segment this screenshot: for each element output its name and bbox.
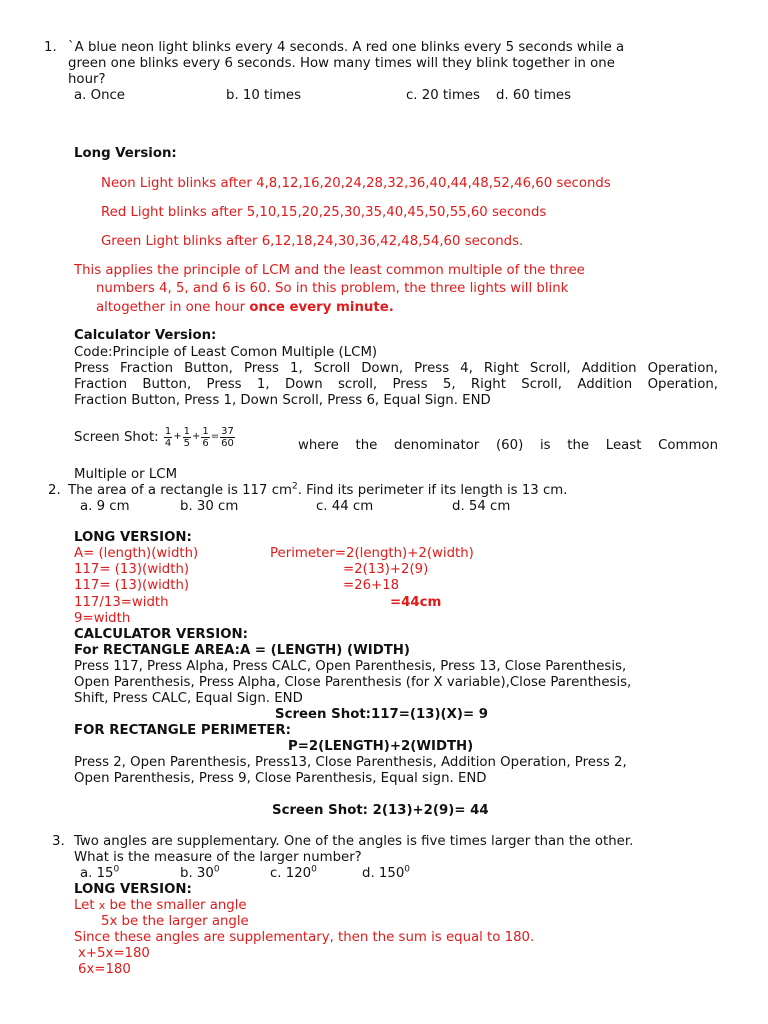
q2-question [68,483,567,499]
q3-eq-1: x+5x=180 [78,946,150,961]
q1-screen-shot-row [74,425,236,450]
q1-choice-a: a. Once [74,88,125,103]
q3-let-x: x [98,899,106,912]
q3-eq-2: 6x=180 [78,962,131,977]
q1-principle-line-3 [96,300,394,316]
q1-screen-shot-text: where the denominator (60) is the Least Common [298,438,718,453]
q1-long-version-label: Long Version: [74,146,177,161]
q1-principle-bold: once every minute. [249,300,394,315]
equals-sign: = [210,431,220,442]
q1-lcm-line: Multiple or LCM [74,467,178,482]
q1-neon-line: Neon Light blinks after 4,8,12,16,20,24,28,32,36,40,44,48,52,46,60 seconds [101,176,611,191]
q1-calculator-label: Calculator Version: [74,328,217,343]
q2-choice-b: b. 30 cm [180,499,239,514]
q2-question-pre: The area of a rectangle is 117 cm [68,483,292,498]
q1-principle-line-2: numbers 4, 5, and 6 is 60. So in this problem, the three lights will blink [96,281,569,296]
q2-long-version-label: LONG VERSION: [74,530,192,545]
q2-area-line-3: 117= (13)(width) [74,578,190,593]
q3-choice-d: d. $150^0$ [362,864,411,881]
q1-red-line: Red Light blinks after 5,10,15,20,25,30,35,40,45,50,55,60 seconds [101,205,547,220]
plus-sign: + [173,431,182,442]
q1-number: 1. [44,40,57,55]
fraction-1-4: $\frac{1}{4}$ [164,425,172,449]
q3-larger-line: 5x be the larger angle [101,914,249,929]
q1-principle-line-1: This applies the principle of LCM and the least common multiple of the three [74,263,585,278]
q2-perimeter-line-2: =2(13)+2(9) [343,562,429,577]
q1-steps-line-1: Press Fraction Button, Press 1, Scroll Down, Press 4, Right Scroll, Addition Operation, [74,361,718,376]
q2-choice-d: d. 54 cm [452,499,511,514]
q3-let-rest: be the smaller angle [105,898,247,913]
q3-let-line [74,898,247,914]
q2-number: 2. [48,483,61,498]
q3-let-prefix: Let [74,898,99,913]
q1-steps-line-2: Fraction Button, Press 1, Down scroll, Press 5, Right Scroll, Addition Operation, [74,377,718,392]
q3-supplementary-line: Since these angles are supplementary, then the sum is equal to 180. [74,930,535,945]
q2-area-line-4: 117/13=width [74,595,169,610]
q2-area-line-5: 9=width [74,611,131,626]
fraction-1-6: $\frac{1}{6}$ [202,425,209,449]
plus-sign: + [192,431,201,442]
q1-question-line-1: `A blue neon light blinks every 4 seconds. A red one blinks every 5 seconds while a [68,40,625,55]
q1-screen-shot-label: Screen Shot: [74,430,159,445]
q3-choice-a: a. $15^0$ [80,864,120,881]
q1-question-line-3: hour? [68,72,106,87]
q2-perimeter-line-3: =26+18 [343,578,400,593]
q2-perimeter-label: FOR RECTANGLE PERIMETER: [74,723,291,738]
q3-question-line-1: Two angles are supplementary. One of the angles is five times larger than the other. [74,834,634,849]
q2-area-steps-line-2: Open Parenthesis, Press Alpha, Close Parenthesis (for X variable),Close Parenthesis, [74,675,632,690]
q2-area-steps-line-1: Press 117, Press Alpha, Press CALC, Open Parenthesis, Press 13, Close Parenthesis, [74,659,627,674]
q1-choice-d: d. 60 times [496,88,572,103]
q3-choice-c: c. $120^0$ [270,864,317,881]
q2-question-post: . Find its perimeter if its length is 13 cm. [297,483,568,498]
q1-choice-c: c. 20 times [406,88,480,103]
q2-perimeter-steps-line-2: Open Parenthesis, Press 9, Close Parenthesis, Equal sign. END [74,771,487,786]
q2-question-sup: 2 [291,481,298,492]
q1-green-line: Green Light blinks after 6,12,18,24,30,36,42,48,54,60 seconds. [101,234,524,249]
q2-area-line-1: A= (length)(width) [74,546,199,561]
q2-area-screen-shot: Screen Shot:117=(13)(X)= 9 [275,707,488,722]
q2-choice-a: a. 9 cm [80,499,130,514]
q3-choice-b: b. $30^0$ [180,864,220,881]
q2-area-steps-line-3: Shift, Press CALC, Equal Sign. END [74,691,303,706]
q2-perimeter-line-4: =44cm [390,595,442,610]
q2-calculator-label: CALCULATOR VERSION: [74,627,248,642]
q2-perimeter-formula: P=2(LENGTH)+2(WIDTH) [288,739,474,754]
fraction-1-5: $\frac{1}{5}$ [183,425,191,449]
q1-code-line: Code:Principle of Least Comon Multiple (LCM) [74,345,378,360]
fraction-37-60: $\frac{37}{60}$ [221,425,234,449]
q1-principle-text: altogether in one hour [96,300,246,315]
q1-question-line-2: green one blinks every 6 seconds. How many times will they blink together in one [68,56,615,71]
q3-question-line-2: What is the measure of the larger number? [74,850,362,865]
q2-perimeter-screen-shot: Screen Shot: 2(13)+2(9)= 44 [272,803,489,818]
q1-choice-b: b. 10 times [226,88,302,103]
q2-choice-c: c. 44 cm [316,499,374,514]
q3-number: 3. [52,834,65,849]
q3-long-version-label: LONG VERSION: [74,882,192,897]
q2-area-formula: For RECTANGLE AREA:A = (LENGTH) (WIDTH) [74,643,411,658]
q1-steps-line-3: Fraction Button, Press 1, Down Scroll, Press 6, Equal Sign. END [74,393,491,408]
q2-area-line-2: 117= (13)(width) [74,562,190,577]
q2-perimeter-line-1: Perimeter=2(length)+2(width) [270,546,474,561]
q2-perimeter-steps-line-1: Press 2, Open Parenthesis, Press13, Close Parenthesis, Addition Operation, Press 2, [74,755,627,770]
